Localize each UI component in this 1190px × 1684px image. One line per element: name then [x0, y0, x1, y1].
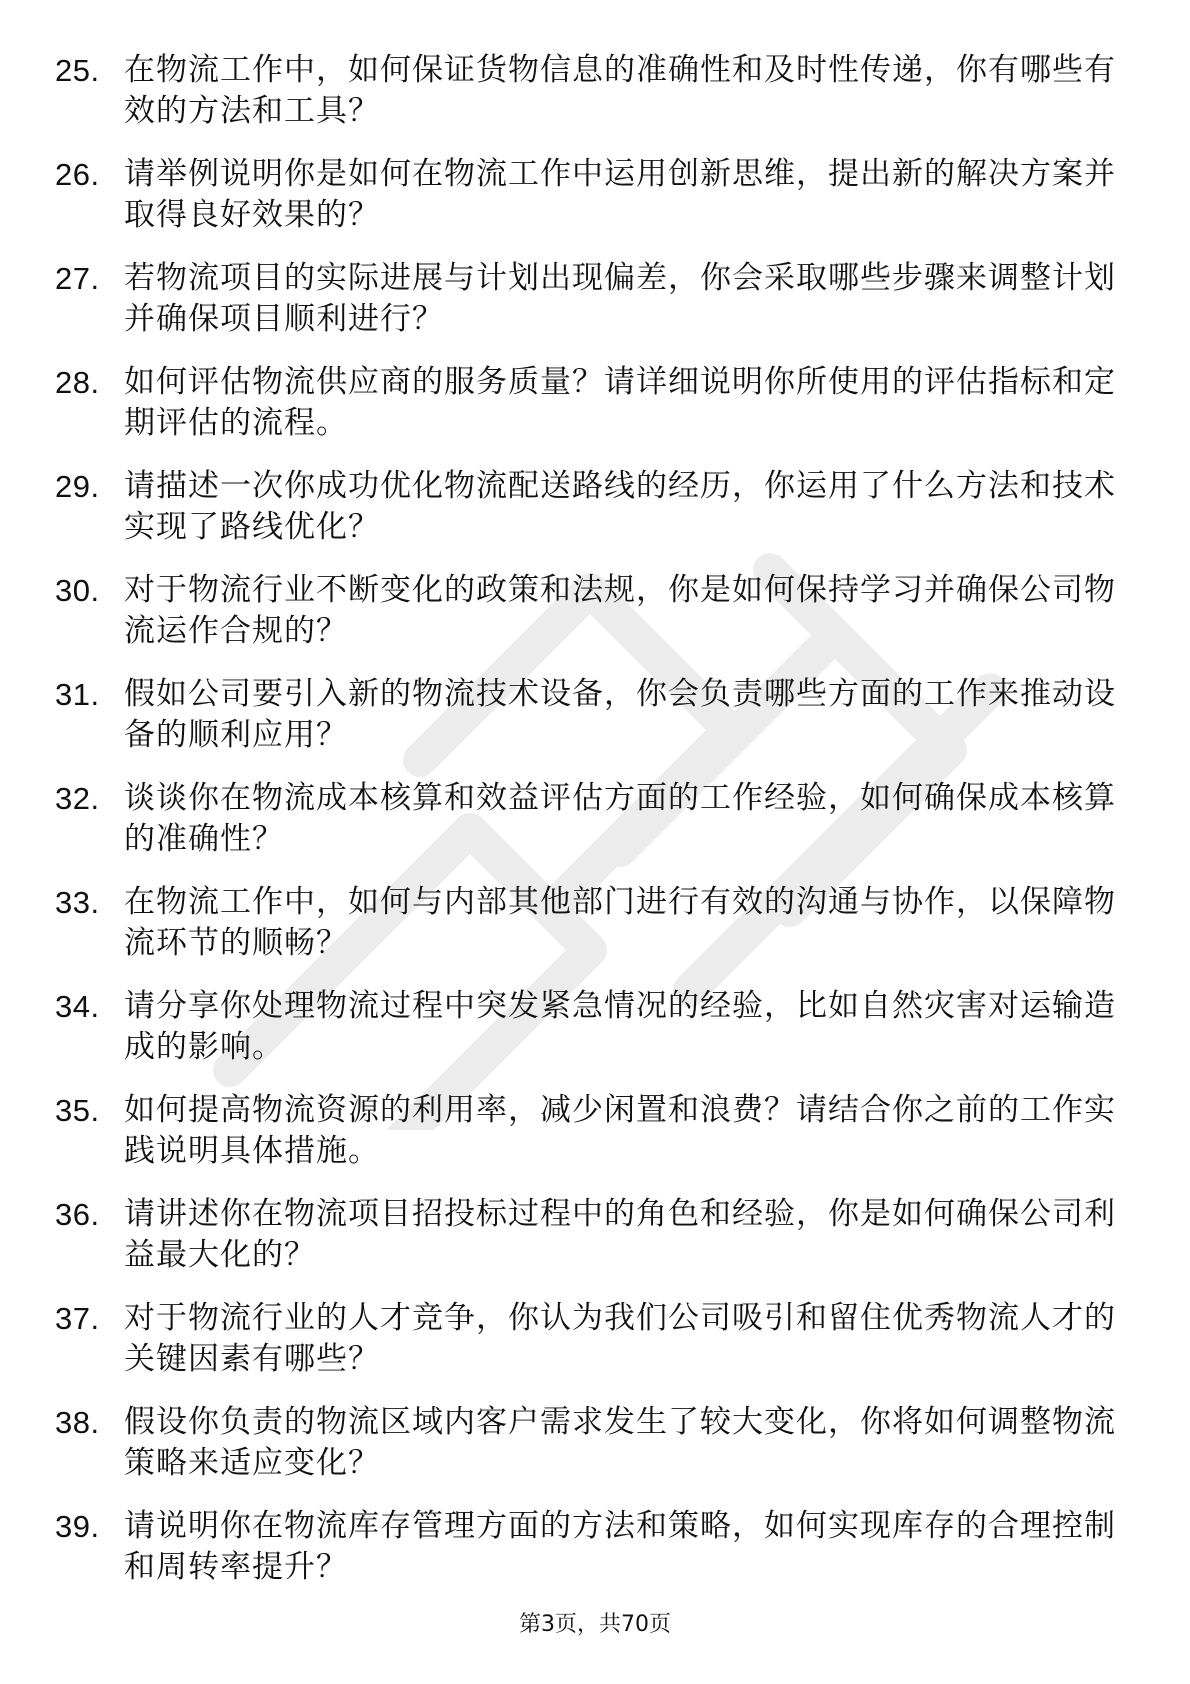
question-number: 34. [55, 989, 100, 1024]
question-text: 对于物流行业不断变化的政策和法规，你是如何保持学习并确保公司物流运作合规的？ [124, 572, 1116, 649]
question-item [0, 882, 1190, 986]
question-number: 33. [55, 885, 100, 920]
question-number: 32. [55, 781, 100, 816]
question-text: 如何评估物流供应商的服务质量？请详细说明你所使用的评估指标和定期评估的流程。 [124, 364, 1116, 441]
question-list [0, 50, 1190, 1610]
question-text: 假如公司要引入新的物流技术设备，你会负责哪些方面的工作来推动设备的顺利应用？ [124, 676, 1116, 753]
question-item [0, 1090, 1190, 1194]
question-item [0, 50, 1190, 154]
question-number: 37. [55, 1301, 100, 1336]
question-text: 请分享你处理物流过程中突发紧急情况的经验，比如自然灾害对运输造成的影响。 [124, 988, 1116, 1065]
question-text: 假设你负责的物流区域内客户需求发生了较大变化，你将如何调整物流策略来适应变化？ [124, 1404, 1116, 1481]
question-number: 35. [55, 1093, 100, 1128]
question-number: 36. [55, 1197, 100, 1232]
question-number: 25. [55, 53, 100, 88]
question-item [0, 1298, 1190, 1402]
question-item [0, 986, 1190, 1090]
question-number: 27. [55, 261, 100, 296]
question-item [0, 1402, 1190, 1506]
question-item [0, 778, 1190, 882]
question-number: 28. [55, 365, 100, 400]
question-number: 30. [55, 573, 100, 608]
question-number: 26. [55, 157, 100, 192]
question-text: 谈谈你在物流成本核算和效益评估方面的工作经验，如何确保成本核算的准确性？ [124, 780, 1116, 857]
question-text: 请描述一次你成功优化物流配送路线的经历，你运用了什么方法和技术实现了路线优化？ [124, 468, 1116, 545]
question-item [0, 154, 1190, 258]
question-item [0, 1194, 1190, 1298]
question-text: 若物流项目的实际进展与计划出现偏差，你会采取哪些步骤来调整计划并确保项目顺利进行？ [124, 260, 1116, 337]
question-number: 38. [55, 1405, 100, 1440]
question-number: 31. [55, 677, 100, 712]
question-number: 39. [55, 1509, 100, 1544]
question-text: 如何提高物流资源的利用率，减少闲置和浪费？请结合你之前的工作实践说明具体措施。 [124, 1092, 1116, 1169]
question-item [0, 362, 1190, 466]
question-text: 请讲述你在物流项目招投标过程中的角色和经验，你是如何确保公司利益最大化的？ [124, 1196, 1116, 1273]
page-number-footer: 第3页，共70页 [519, 1612, 671, 1637]
question-text: 请说明你在物流库存管理方面的方法和策略，如何实现库存的合理控制和周转率提升？ [124, 1508, 1116, 1585]
question-text: 在物流工作中，如何保证货物信息的准确性和及时性传递，你有哪些有效的方法和工具？ [124, 52, 1116, 129]
question-item [0, 258, 1190, 362]
question-text: 在物流工作中，如何与内部其他部门进行有效的沟通与协作，以保障物流环节的顺畅？ [124, 884, 1116, 961]
question-item [0, 466, 1190, 570]
question-text: 请举例说明你是如何在物流工作中运用创新思维，提出新的解决方案并取得良好效果的？ [124, 156, 1116, 233]
question-text: 对于物流行业的人才竞争，你认为我们公司吸引和留住优秀物流人才的关键因素有哪些？ [124, 1300, 1116, 1377]
question-item [0, 674, 1190, 778]
question-number: 29. [55, 469, 100, 504]
question-item [0, 1506, 1190, 1610]
question-item [0, 570, 1190, 674]
